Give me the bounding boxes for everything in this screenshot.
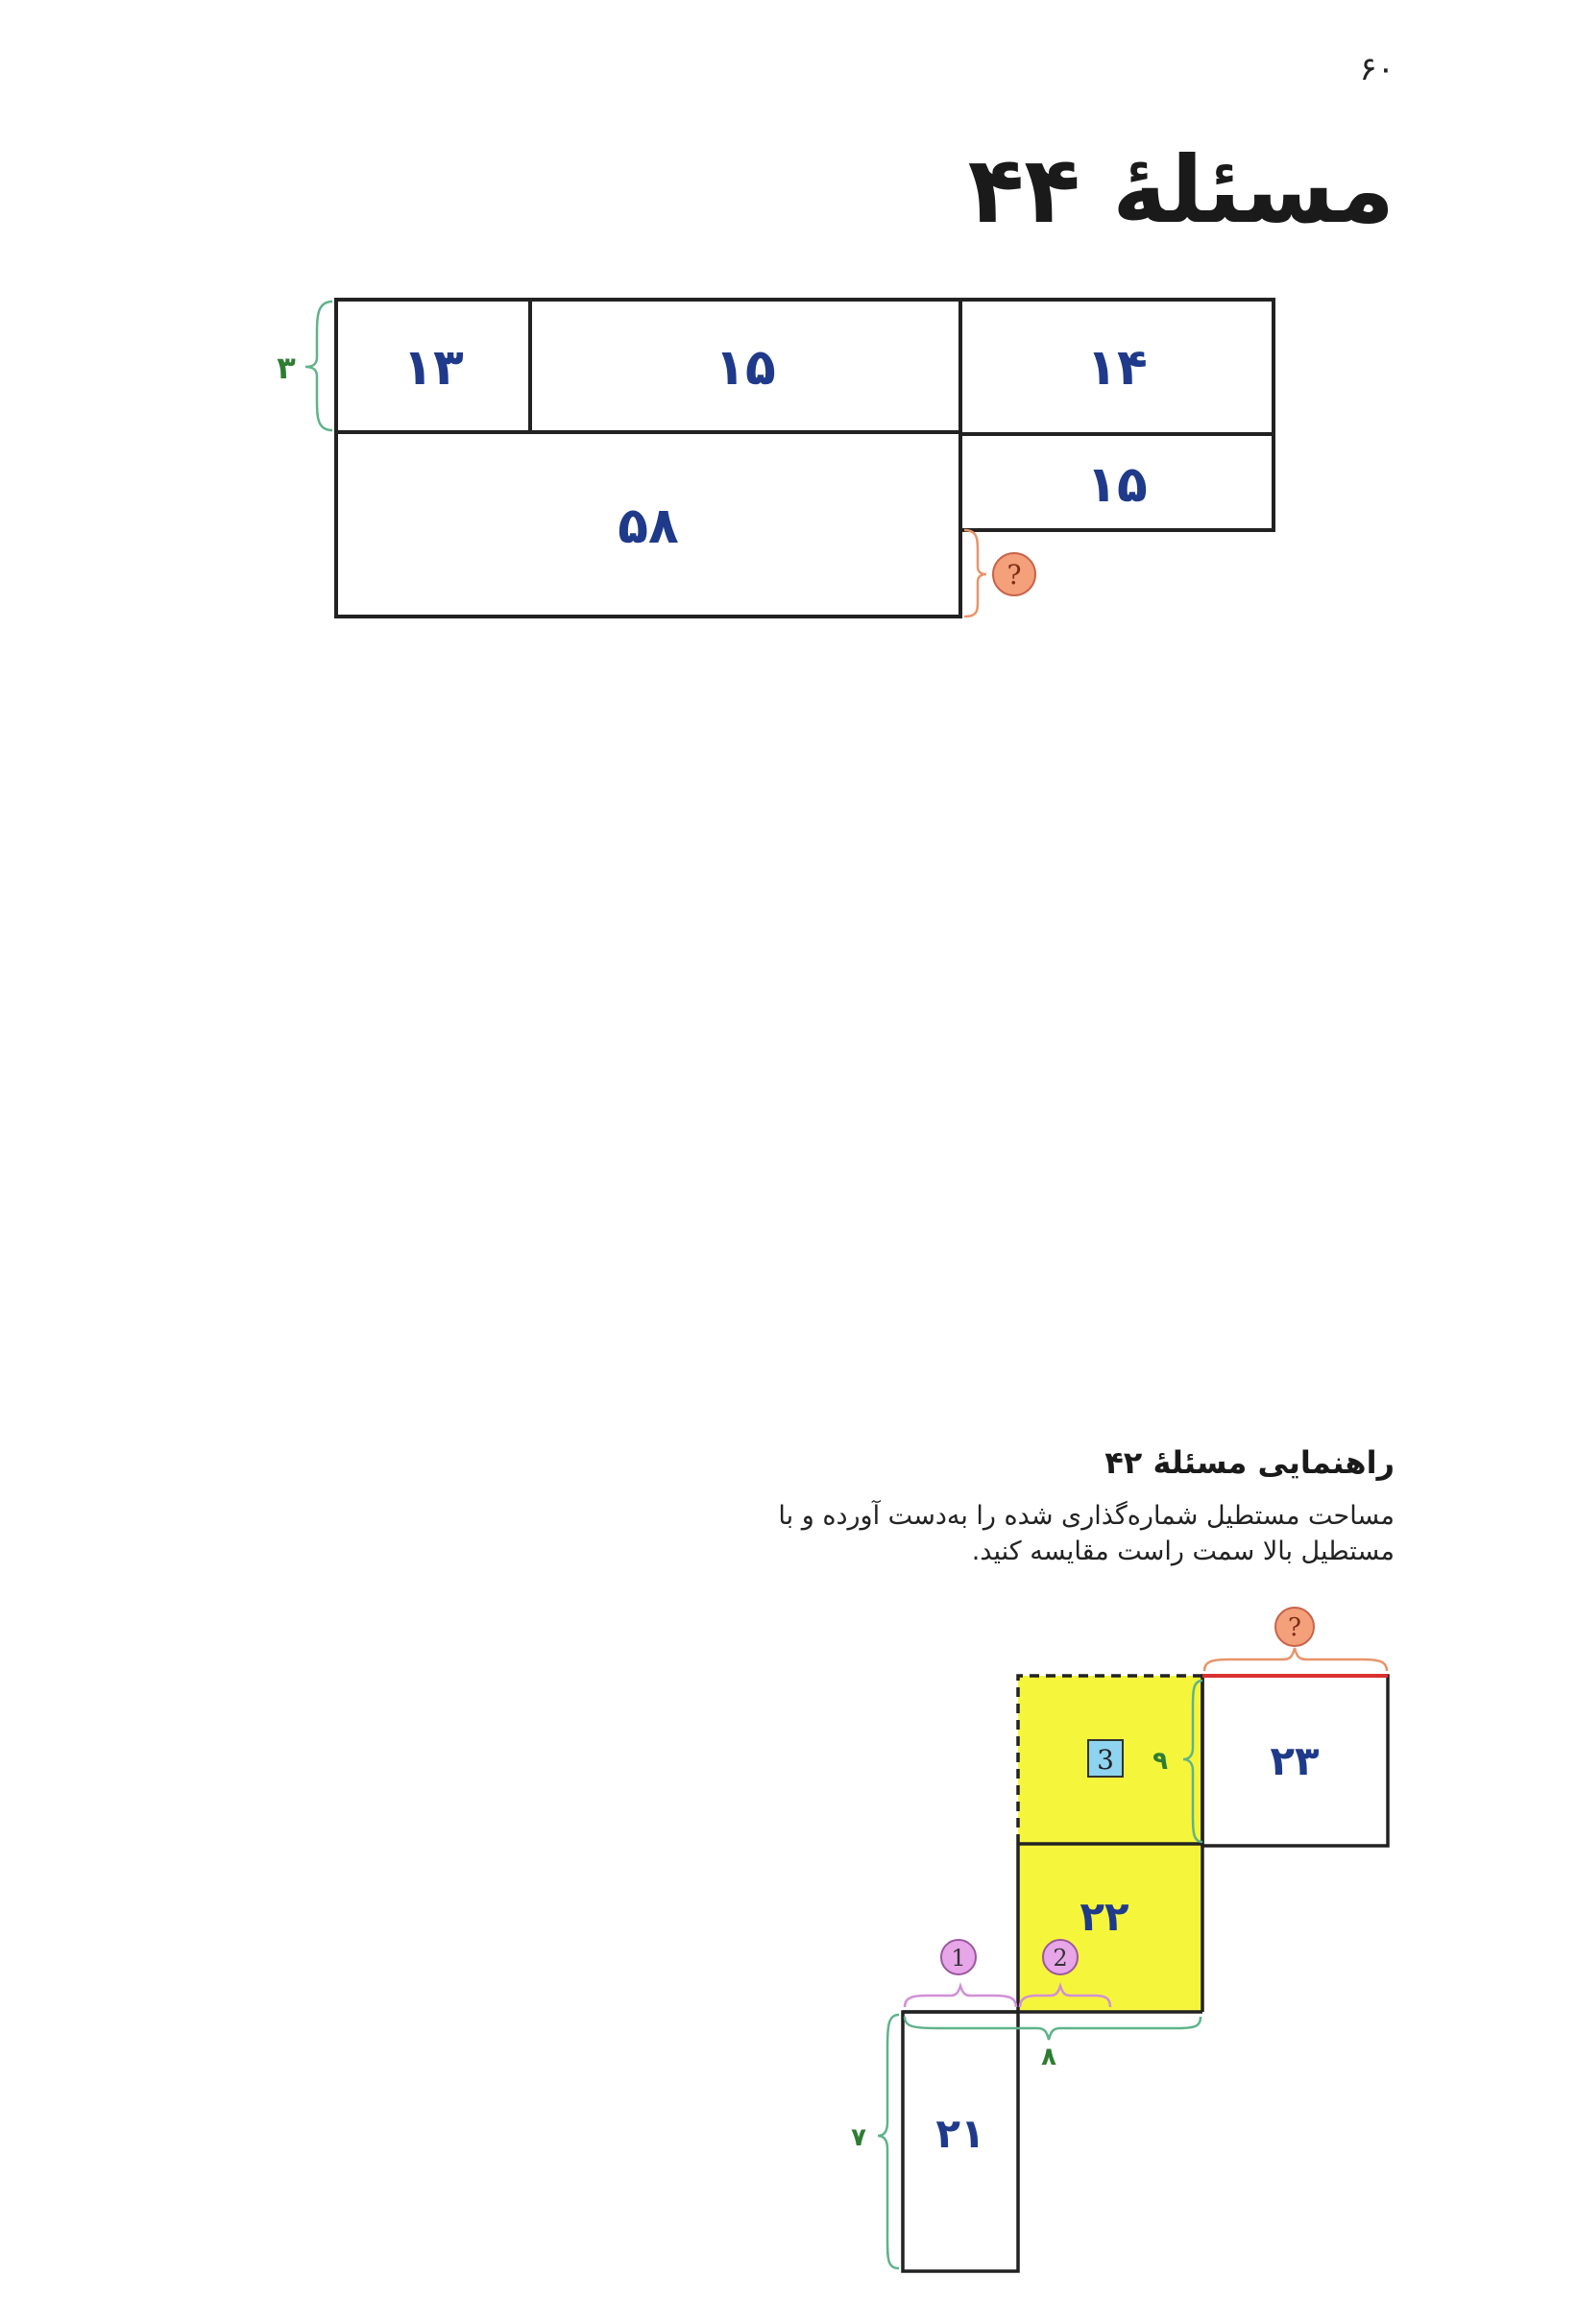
page-number: ۶۰ — [1359, 50, 1395, 88]
label-9: ۹ — [1152, 1747, 1168, 1776]
brace-8 — [905, 2017, 1201, 2040]
problem-title: مسئلهٔ ۴۴ — [967, 136, 1395, 244]
cell-right-lower: ۱۵ — [1086, 456, 1148, 514]
brace-1 — [905, 1986, 1016, 2007]
cell-top-middle: ۱۵ — [715, 339, 776, 397]
top-brace — [1204, 1648, 1387, 1671]
hint-title: راهنمایی مسئلهٔ ۴۲ — [1104, 1444, 1395, 1481]
value-bottom: ۲۱ — [935, 2110, 985, 2157]
question-mark: ? — [1007, 559, 1022, 591]
hint-text: مساحت مستطیل شماره‌گذاری شده را به‌دست آورده و با مستطیل بالا سمت راست مقایسه کنید. — [778, 1501, 1395, 1566]
cell-top-left: ۱۳ — [402, 339, 464, 397]
cell-bottom-big: ۵۸ — [618, 497, 679, 555]
label-8: ۸ — [1041, 2043, 1056, 2071]
marker-1-label: 1 — [951, 1945, 966, 1972]
question-mark-hint: ? — [1288, 1613, 1301, 1642]
value-top-right: ۲۳ — [1270, 1737, 1320, 1784]
cell-top-right: ۱۴ — [1086, 339, 1148, 397]
side-label-3: ۳ — [277, 350, 296, 386]
label-7: ۷ — [851, 2123, 866, 2152]
brace-7 — [878, 2015, 899, 2268]
marker-2-label: 2 — [1053, 1945, 1068, 1972]
value-middle: ۲۲ — [1080, 1893, 1129, 1940]
boxed-label-3: 3 — [1097, 1744, 1114, 1776]
